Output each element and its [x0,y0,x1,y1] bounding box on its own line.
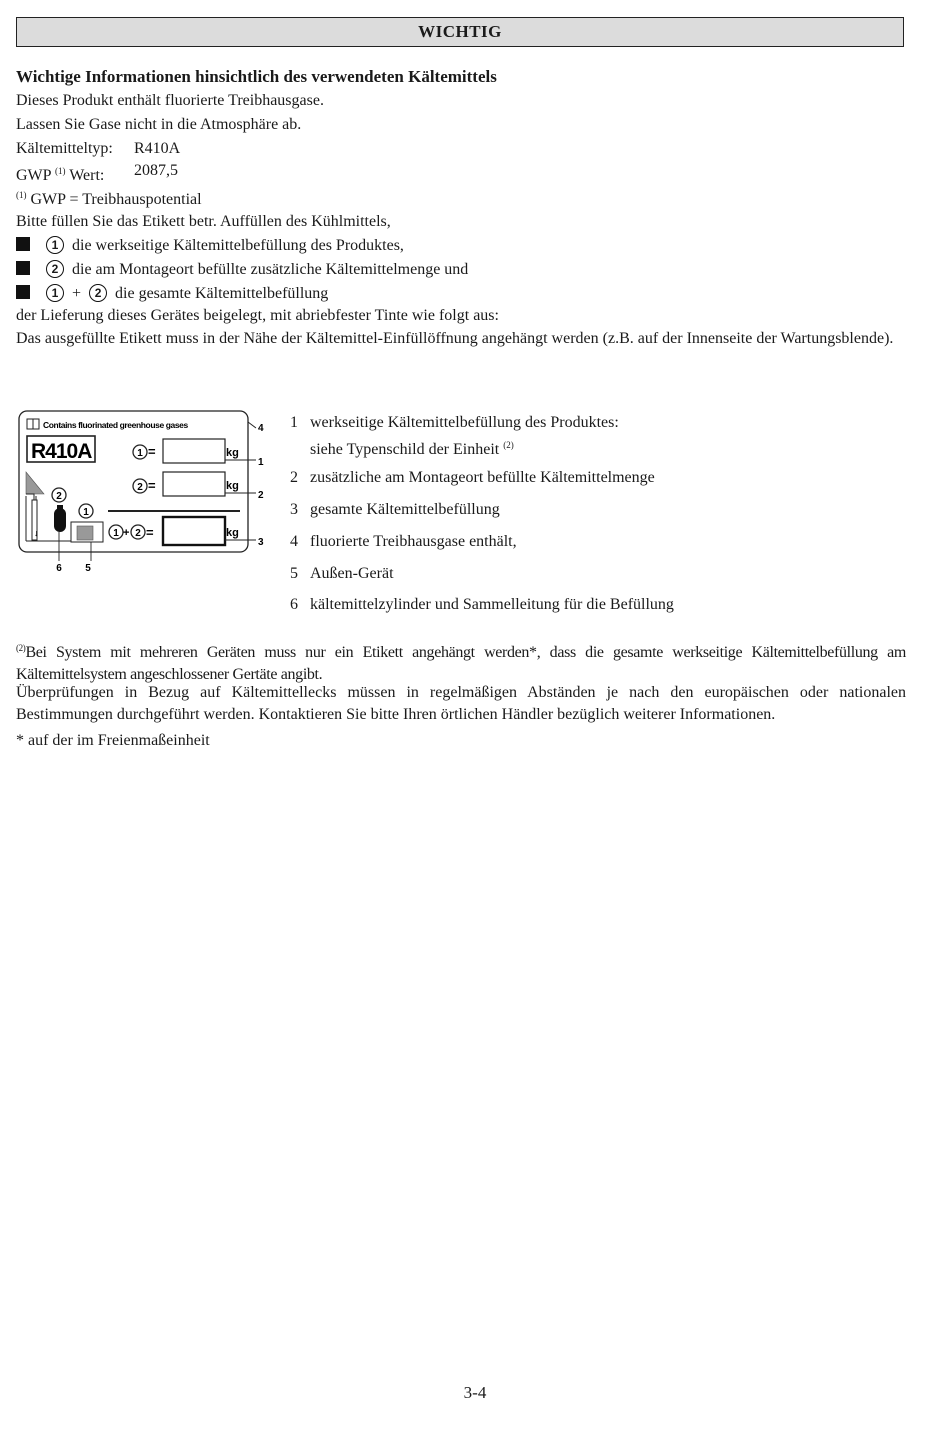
circled-2-text: 2 [56,491,62,502]
section-title: WICHTIG [418,22,502,41]
outdoor-unit-panel [77,526,93,540]
refrigerant-cylinder-icon [54,508,66,532]
callout-3: 3 [258,537,264,548]
footnote-2-text: Bei System mit mehreren Geräten muss nur ein Etikett angehängt werden*, dass die gesamte werkseitige Kältemittelbefüllung am Kältemittelsystem angeschlossener Gertäte angibt. [16,644,906,683]
legend-number: 6 [290,596,298,613]
gwp-footnote-marker: (1) [54,166,66,176]
callout-1: 1 [258,457,264,468]
bullet-item [16,235,404,257]
field-2-box [163,472,225,496]
fill-intro: Bitte füllen Sie das Etikett betr. Auffüllen des Kühlmittels, [16,213,391,230]
refrigerant-type-value: R410A [134,140,181,157]
legend-footnote-marker: (2) [503,440,514,450]
legend-text: gesamte Kältemittelbefüllung [310,501,500,518]
bullet-item [16,259,468,281]
circled-number-2-icon: 2 [46,260,64,278]
callout-2: 2 [258,490,264,501]
circled-2-text: 2 [137,482,143,493]
unit-kg-1: kg [226,447,239,459]
legend-text: zusätzliche am Montageort befüllte Kältemittelmenge [310,469,655,486]
legend-item [290,467,655,489]
footnote-2-marker: (2) [16,643,26,653]
gwp-label: GWP [16,167,51,184]
legend-item [290,412,619,458]
circled-1-text: 1 [137,448,143,459]
field-total-box [163,517,225,545]
circled-1-text: 1 [113,528,119,539]
circled-1-text: 1 [83,507,89,518]
delivery-line: der Lieferung dieses Gerätes beigelegt, mit abriebfester Tinte wie folgt aus: [16,307,499,324]
label-title: Contains fluorinated greenhouse gases [43,420,188,430]
legend-number: 2 [290,469,298,486]
gwp-value: 2087,5 [134,162,178,179]
square-bullet-icon [16,285,30,299]
unit-kg-3: kg [226,527,239,539]
legend-item [290,499,500,521]
bullet-item: 1 + 2 die gesamte Kältemittelbefüllung [16,283,328,305]
callout-5: 5 [85,563,91,574]
refrigerant-label-illustration [16,408,278,578]
legend-text: werkseitige Kältemittelbefüllung des Produktes: [310,414,619,431]
legend-number: 5 [290,565,298,582]
legend-number: 1 [290,414,298,431]
equals-sign-1: = [148,444,156,459]
attach-paragraph: Das ausgefüllte Etikett muss in der Nähe der Kältemittel-Einfüllöffnung angehängt werden (z.B. auf der Innenseite der Wartungsblende). [16,330,894,347]
label-refrigerant: R410A [31,440,92,463]
circled-number-1-icon: 1 [46,236,64,254]
refrigerant-type-row [16,138,416,160]
intro-line-1: Dieses Produkt enthält fluorierte Treibhausgase. [16,92,324,109]
legend-item [290,563,394,585]
asterisk-note: * auf der im Freienmaßeinheit [16,732,210,749]
arrow-down-icon: ↓ [34,528,39,538]
legend-text: fluorierte Treibhausgase enthält, [310,533,517,550]
info-heading: Wichtige Informationen hinsichtlich des verwendeten Kältemittels [16,67,497,86]
section-banner [16,17,904,47]
field-1-box [163,439,225,463]
legend-number: 3 [290,501,298,518]
equals-sign-3: = [146,525,154,540]
footnote-1-marker: (1) [16,190,27,200]
bullet-text: die werkseitige Kältemittelbefüllung des Produktes, [72,237,404,254]
bullet-text: die gesamte Kältemittelbefüllung [115,285,329,302]
callout-6: 6 [56,563,62,574]
page-number: 3-4 [463,1383,487,1402]
legend-subtext: siehe Typenschild der Einheit [310,441,500,458]
intro-line-2: Lassen Sie Gase nicht in die Atmosphäre ab. [16,116,302,133]
leak-check-paragraph: Überprüfungen in Bezug auf Kältemittellecks müssen in regelmäßigen Abständen je nach den europäischen oder nationalen Bestimmungen durchgeführt werden. Kontaktieren Sie bitte Ihren örtlichen Händler bezüglich weiterer Informationen. [16,684,906,723]
circled-number-1-icon: 1 [46,284,64,302]
footnote-1-text: GWP = Treibhauspotential [30,191,202,208]
callout-4: 4 [258,423,264,434]
equals-sign-2: = [148,478,156,493]
legend-number: 4 [290,533,298,550]
circled-2-text: 2 [135,528,141,539]
legend-item [290,531,517,553]
legend-subline [310,434,514,461]
bullet-text: die am Montageort befüllte zusätzliche Kältemittelmenge und [72,261,469,278]
refrigerant-type-label: Kältemitteltyp: [16,140,113,157]
legend-text: Außen-Gerät [310,565,394,582]
footnote-2 [16,637,906,686]
circled-number-2-icon: 2 [89,284,107,302]
unit-kg-2: kg [226,480,239,492]
gwp-row [16,160,416,187]
plus-sign: + [123,527,130,539]
square-bullet-icon [16,261,30,275]
legend-text: kältemittelzylinder und Sammelleitung für die Befüllung [310,596,674,613]
gwp-label-suffix: Wert: [69,167,105,184]
legend-item [290,594,674,616]
square-bullet-icon [16,237,30,251]
footnote-1 [16,184,202,211]
